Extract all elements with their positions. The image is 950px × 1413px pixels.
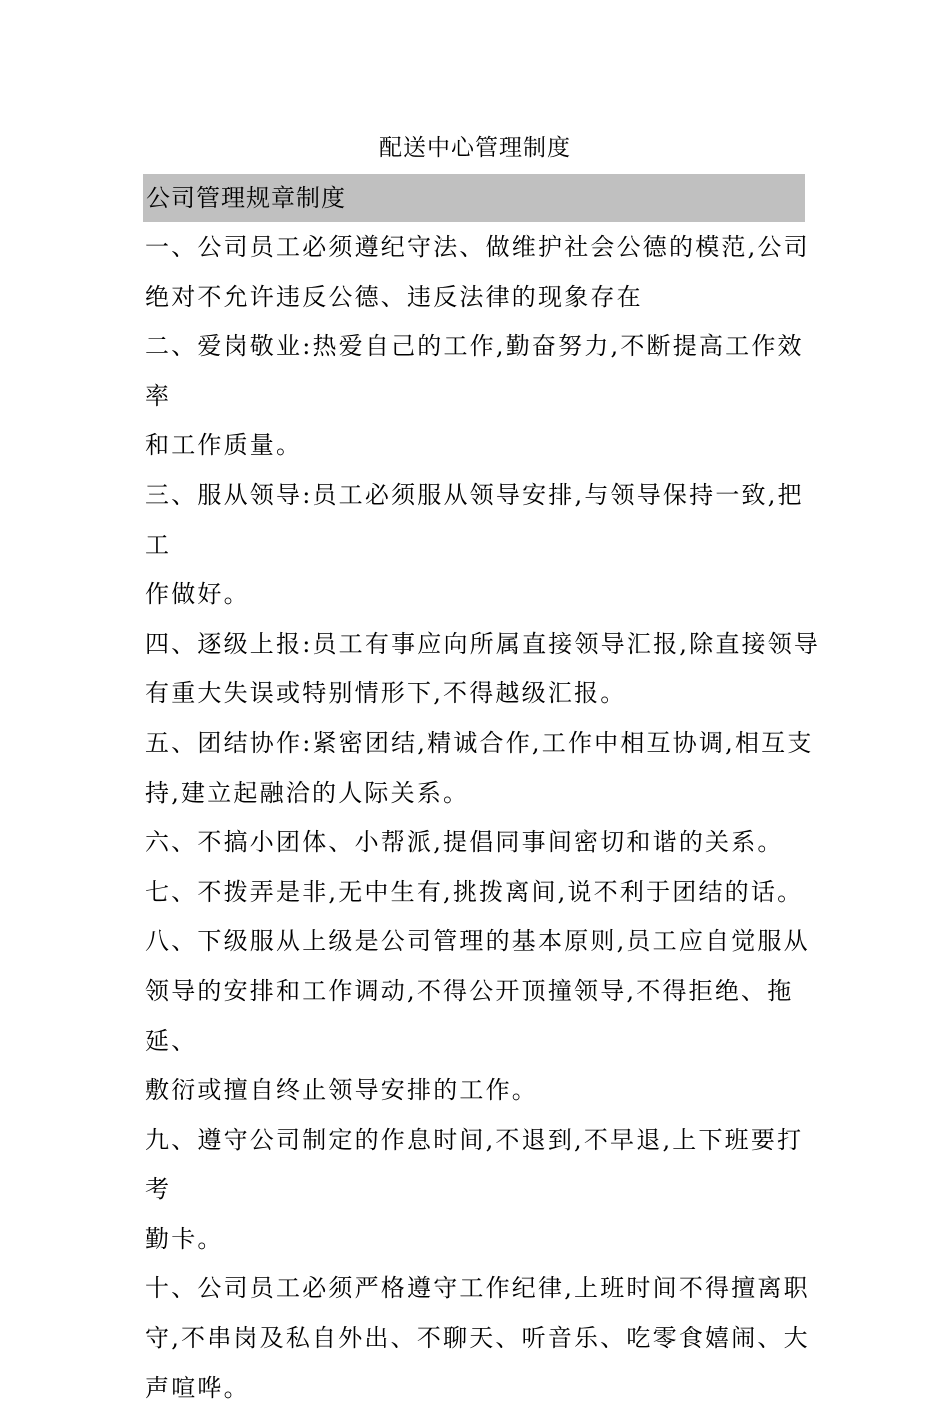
rule-item [145, 818, 825, 868]
rule-line: 四、逐级上报:员工有事应向所属直接领导汇报,除直接领导 [145, 629, 821, 658]
rule-item [145, 1264, 825, 1413]
rule-line: 三、服从领导:员工必须服从领导安排,与领导保持一致,把工 [145, 480, 804, 559]
rule-line: 领导的安排和工作调动,不得公开顶撞领导,不得拒绝、拖延、 [145, 976, 794, 1055]
rules-list [145, 223, 825, 1413]
rule-line: 十、公司员工必须严格遵守工作纪律,上班时间不得擅离职 [145, 1274, 810, 1303]
rule-item [145, 322, 825, 471]
rule-line: 绝对不允许违反公德、违反法律的现象存在 [145, 282, 643, 311]
section-header: 公司管理规章制度 [143, 174, 805, 222]
rule-item [145, 1116, 825, 1265]
rule-line: 二、爱岗敬业:热爱自己的工作,勤奋努力,不断提高工作效率 [145, 332, 804, 410]
document-title: 配送中心管理制度 [379, 135, 571, 161]
rule-item [145, 223, 825, 322]
rule-line: 一、公司员工必须遵纪守法、做维护社会公德的模范,公司 [145, 233, 810, 261]
rule-line: 和工作质量。 [145, 431, 303, 460]
rule-line: 有重大失误或特别情形下,不得越级汇报。 [145, 679, 627, 708]
rule-line: 声喧哗。 [145, 1373, 250, 1402]
rule-line: 守,不串岗及私自外出、不聊天、听音乐、吃零食嬉闹、大 [145, 1324, 810, 1353]
rule-item [145, 471, 825, 620]
rule-line: 八、下级服从上级是公司管理的基本原则,员工应自觉服从 [145, 927, 810, 956]
rule-line: 五、团结协作:紧密团结,精诚合作,工作中相互协调,相互支 [145, 728, 814, 757]
rule-line: 六、不搞小团体、小帮派,提倡同事间密切和谐的关系。 [145, 828, 784, 857]
rule-line: 七、不拨弄是非,无中生有,挑拨离间,说不利于团结的话。 [145, 877, 804, 906]
rule-line: 九、遵守公司制定的作息时间,不退到,不早退,上下班要打考 [145, 1125, 804, 1204]
rule-line: 持,建立起融洽的人际关系。 [145, 778, 470, 807]
rule-item [145, 868, 825, 918]
rule-item [145, 719, 825, 818]
rule-line: 作做好。 [145, 580, 250, 609]
rule-item [145, 620, 825, 719]
rule-line: 敷衍或擅自终止领导安排的工作。 [145, 1076, 538, 1105]
rule-item [145, 917, 825, 1115]
rule-line: 勤卡。 [145, 1224, 224, 1253]
